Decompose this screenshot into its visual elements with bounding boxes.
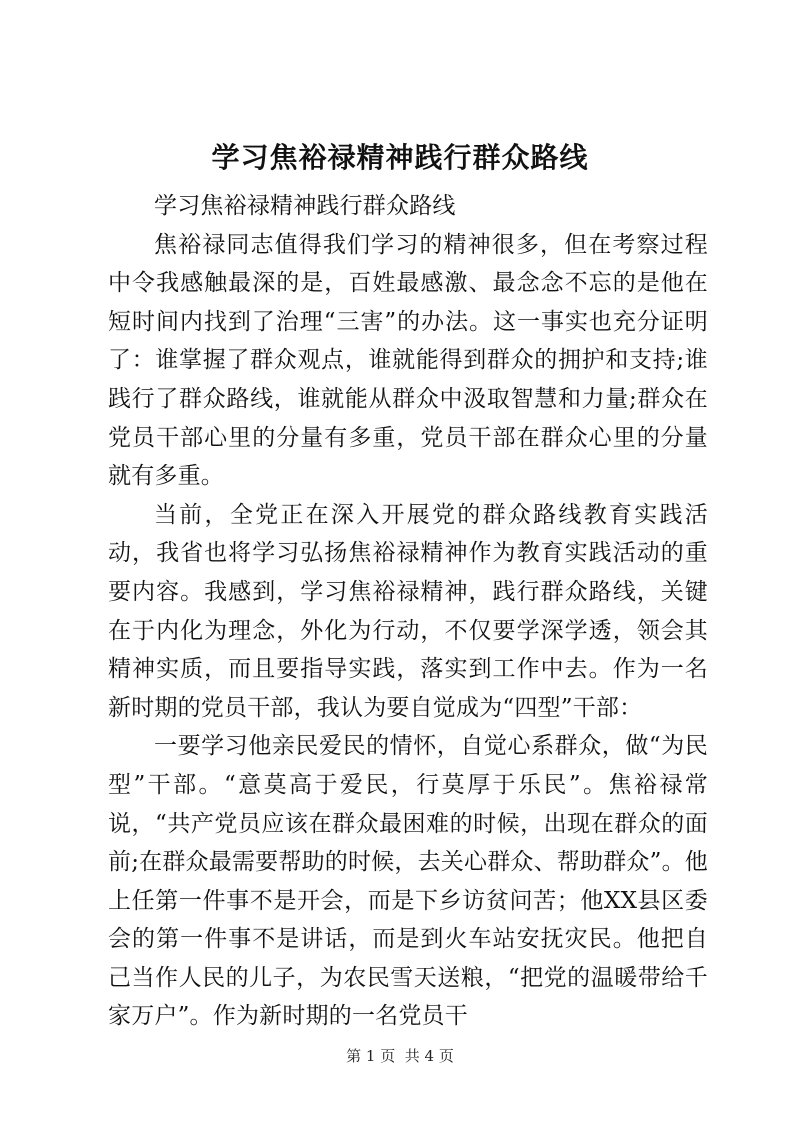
paragraph-2: 当前，全党正在深入开展党的群众路线教育实践活动，我省也将学习弘扬焦裕禄精神作为教育实践活动的重要内容。我感到，学习焦裕禄精神，践行群众路线，关键在于内化为理念，外化为行动，不仅要学深学透，领会其精神实质，而且要指导实践，落实到工作中去。作为一名新时期的党员干部，我认为要自觉成为“四型”干部： — [108, 501, 708, 721]
paragraph-3: 一要学习他亲民爱民的情怀，自觉心系群众，做“为民型”干部。“意莫高于爱民，行莫厚于乐民”。焦裕禄常说，“共产党员应该在群众最困难的时候，出现在群众的面前;在群众最需要帮助的时候，去关心群众、帮助群众”。他上任第一件事不是开会，而是下乡访贫问苦；他XX县区委会的第一件事不是讲话，而是到火车站安抚灾民。他把自己当作人民的儿子，为农民雪天送粮，“把党的温暖带给千家万户”。作为新时期的一名党员干 — [108, 733, 708, 1030]
document-body — [108, 187, 708, 1036]
paragraph-1: 焦裕禄同志值得我们学习的精神很多，但在考察过程中令我感触最深的是，百姓最感激、最念念不忘的是他在短时间内找到了治理“三害”的办法。这一事实也充分证明了：谁掌握了群众观点，谁就能得到群众的拥护和支持;谁践行了群众路线，谁就能从群众中汲取智慧和力量;群众在党员干部心里的分量有多重，党员干部在群众心里的分量就有多重。 — [108, 231, 708, 490]
paragraph-subtitle: 学习焦裕禄精神践行群众路线 — [154, 193, 456, 219]
document-title: 学习焦裕禄精神践行群众路线 — [211, 141, 589, 174]
page-footer — [0, 1046, 800, 1066]
page-number-label: 第 1 页 共 4 页 — [346, 1047, 454, 1065]
